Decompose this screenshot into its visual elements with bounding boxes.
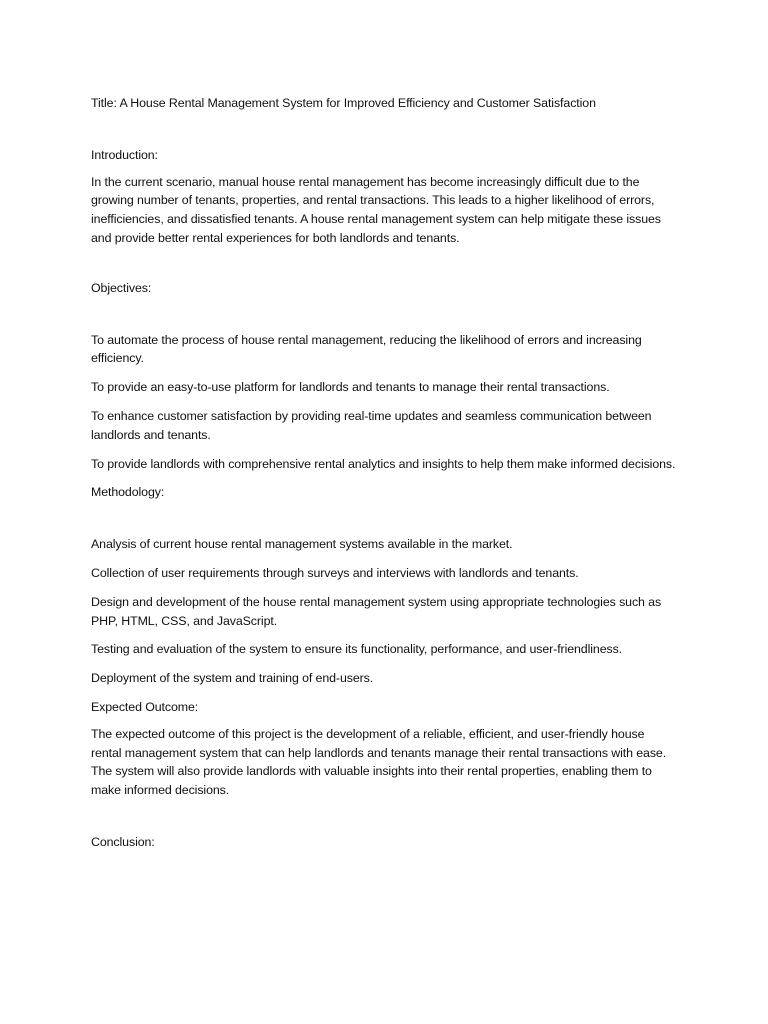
objectives-heading: Objectives: (91, 280, 152, 295)
methodology-heading: Methodology: (91, 485, 165, 500)
objective-item: To provide an easy-to-use platform for landlords and tenants to manage their rental transactions. (91, 380, 610, 395)
expected-outcome-paragraph: The expected outcome of this project is the development of a reliable, efficient, and user-friendly house rental management system that can help landlords and tenants manage their rental transactions with ease. The system will also provide landlords with valuable insights into their rental properties, enabling them to make informed decisions. (91, 726, 667, 798)
introduction-heading: Introduction: (91, 147, 158, 162)
expected-outcome-heading: Expected Outcome: (91, 699, 199, 714)
methodology-item: Collection of user requirements through surveys and interviews with landlords and tenants. (91, 565, 579, 580)
objective-item: To automate the process of house rental management, reducing the likelihood of errors and increasing efficiency. (91, 332, 642, 366)
conclusion-heading: Conclusion: (91, 834, 155, 849)
methodology-item: Analysis of current house rental management systems available in the market. (91, 537, 513, 552)
methodology-item: Testing and evaluation of the system to ensure its functionality, performance, and user-friendliness. (91, 642, 623, 657)
document-title: Title: A House Rental Management System for Improved Efficiency and Customer Satisfaction (91, 96, 596, 110)
objective-item: To enhance customer satisfaction by providing real-time updates and seamless communication between landlords and tenants. (91, 408, 652, 442)
introduction-paragraph: In the current scenario, manual house rental management has become increasingly difficult due to the growing number of tenants, properties, and rental transactions. This leads to a higher likelihood of errors, inefficiencies, and dissatisfied tenants. A house rental management system can help mitigate these issues and provide better rental experiences for both landlords and tenants. (91, 174, 661, 245)
methodology-item: Deployment of the system and training of end-users. (91, 671, 374, 686)
methodology-item: Design and development of the house rental management system using appropriate technologies such as PHP, HTML, CSS, and JavaScript. (91, 594, 662, 628)
document-body (91, 94, 676, 860)
objective-item: To provide landlords with comprehensive rental analytics and insights to help them make informed decisions. (91, 456, 676, 471)
